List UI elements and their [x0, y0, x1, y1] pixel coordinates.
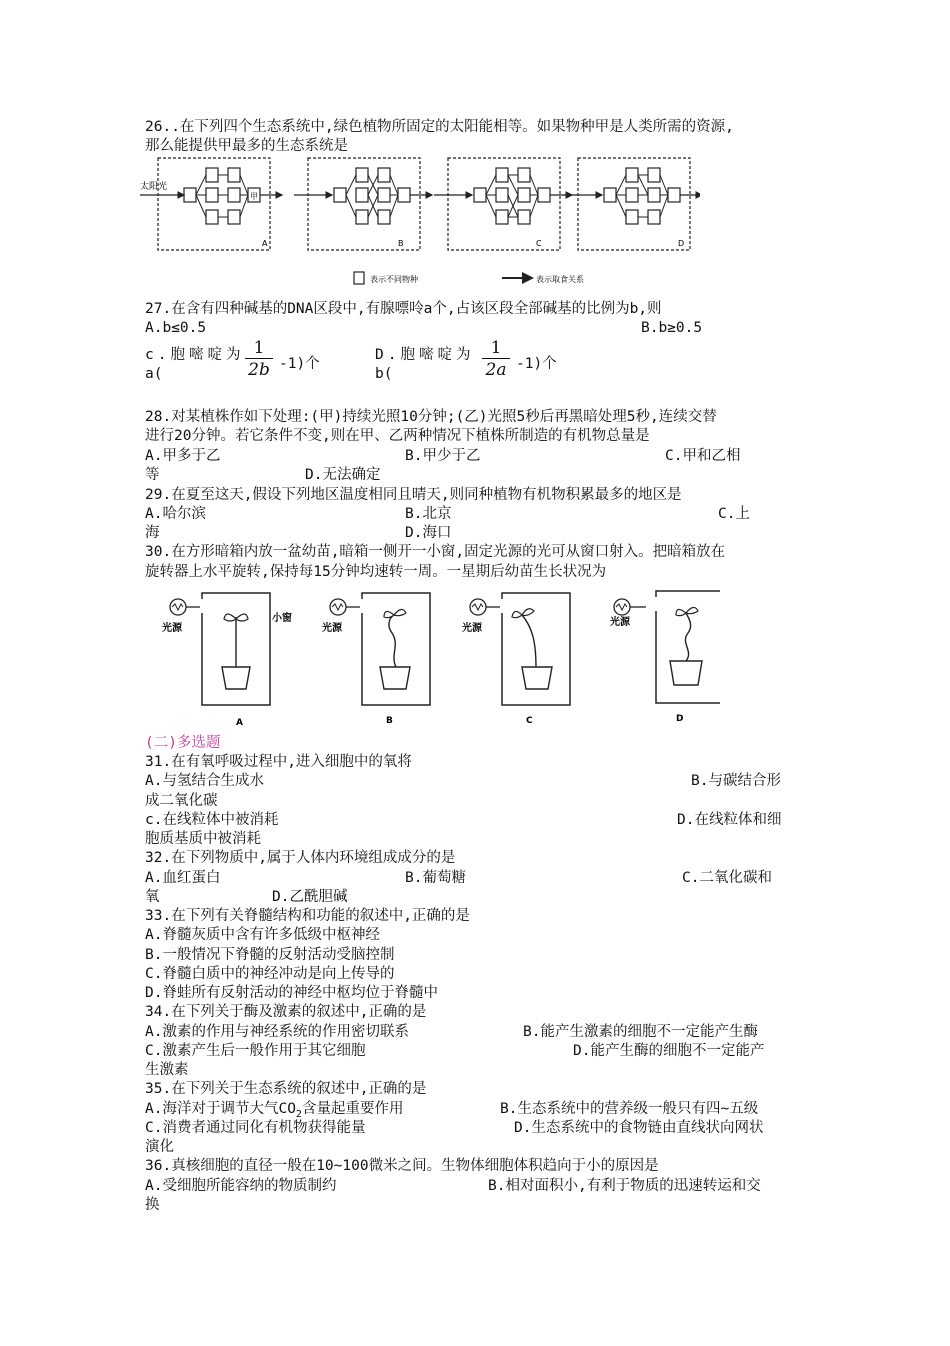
- q28-option-c-wrap: 等: [145, 467, 160, 483]
- q31-option-d-wrap: 胞质基质中被消耗: [145, 831, 261, 847]
- q30-panel-b: [322, 593, 430, 726]
- q30-panel-a-label: A: [236, 718, 243, 728]
- q26-jia-label: 甲: [250, 192, 258, 201]
- q31-option-a: A.与氢结合生成水: [145, 773, 264, 789]
- q30-seedling-figure: [160, 585, 720, 730]
- section-multiple-choice-heading: (二)多选题: [145, 735, 221, 751]
- q26-stem-line2: 那么能提供甲最多的生态系统是: [145, 138, 348, 154]
- q28-option-b: B.甲少于乙: [405, 448, 481, 464]
- q34-option-a: A.激素的作用与神经系统的作用密切联系: [145, 1024, 409, 1040]
- q33-option-c: C.脊髓白质中的神经冲动是向上传导的: [145, 966, 395, 982]
- q27-option-c-tail: -1)个: [279, 356, 320, 372]
- q28-option-a: A.甲多于乙: [145, 448, 221, 464]
- q27-option-c-denominator: 2b: [248, 360, 270, 380]
- q26-legend-box-label: 表示不同物种: [370, 275, 418, 284]
- q27-option-d-denominator: 2a: [485, 360, 507, 380]
- q26-stem-line1: 26..在下列四个生态系统中,绿色植物所固定的太阳能相等。如果物种甲是人类所需的资源,: [145, 119, 734, 135]
- q29-option-d: D.海口: [405, 525, 452, 541]
- q26-panel-d-label: D: [678, 239, 685, 248]
- q34-option-d: D.能产生酶的细胞不一定能产: [573, 1043, 765, 1059]
- q26-sun-label: 太阳光: [140, 182, 168, 192]
- q26-legend-box-icon: [354, 272, 364, 284]
- q36-option-b-wrap: 换: [145, 1197, 160, 1213]
- q27-option-d-numerator: 1: [490, 338, 502, 358]
- q32-option-c-wrap: 氧: [145, 889, 160, 905]
- q27-option-d-tail: -1)个: [516, 356, 557, 372]
- q30-light-label-b: 光源: [322, 623, 342, 634]
- q26-food-web-figure: [140, 150, 700, 290]
- q30-stem-line1: 30.在方形暗箱内放一盆幼苗,暗箱一侧开一小窗,固定光源的光可从窗口射入。把暗箱放在: [145, 544, 726, 560]
- q30-window-label: 小窗: [272, 613, 292, 624]
- q31-option-d: D.在线粒体和细: [677, 812, 782, 828]
- q28-stem-line1: 28.对某植株作如下处理:(甲)持续光照10分钟;(乙)光照5秒后再黑暗处理5秒,连续交替: [145, 409, 717, 425]
- q27-option-d-fraction: [482, 338, 510, 381]
- q30-panel-c: [462, 593, 570, 726]
- q27-option-d-label: D.胞嘧啶为: [375, 347, 475, 363]
- q27-option-c-numerator: 1: [253, 338, 265, 358]
- q27-option-b: B.b≥0.5: [641, 320, 703, 336]
- q26-panel-d: [564, 158, 700, 250]
- q33-stem: 33.在下列有关脊髓结构和功能的叙述中,正确的是: [145, 908, 470, 924]
- q30-panel-c-label: C: [526, 716, 533, 726]
- q30-panel-b-label: B: [386, 716, 393, 726]
- q30-panel-d-label: D: [676, 714, 684, 724]
- q32-option-d: D.乙酰胆碱: [272, 889, 348, 905]
- q30-panel-d: [610, 591, 720, 724]
- q31-option-c: c.在线粒体中被消耗: [145, 812, 279, 828]
- q29-option-a: A.哈尔滨: [145, 506, 206, 522]
- q33-option-a: A.脊髓灰质中含有许多低级中枢神经: [145, 927, 380, 943]
- q30-stem-line2: 旋转器上水平旋转,保持每15分钟均速转一周。一星期后幼苗生长状况为: [145, 564, 607, 580]
- q29-stem: 29.在夏至这天,假设下列地区温度相同且晴天,则同种植物有机物积累最多的地区是: [145, 487, 682, 503]
- q36-option-a: A.受细胞所能容纳的物质制约: [145, 1178, 337, 1194]
- q26-panel-a-label: A: [262, 239, 268, 248]
- q27-stem: 27.在含有四种碱基的DNA区段中,有腺嘌呤a个,占该区段全部碱基的比例为b,则: [145, 301, 662, 317]
- q27-option-d-prefix: b(: [375, 366, 393, 382]
- q31-stem: 31.在有氧呼吸过程中,进入细胞中的氧将: [145, 754, 412, 770]
- q33-option-b: B.一般情况下脊髓的反射活动受脑控制: [145, 947, 395, 963]
- q31-option-b: B.与碳结合形: [691, 773, 781, 789]
- q29-option-b: B.北京: [405, 506, 452, 522]
- q26-legend-arrow-label: 表示取食关系: [536, 275, 584, 284]
- q26-panel-c-label: C: [536, 239, 542, 248]
- q27-option-c-prefix: a(: [145, 366, 163, 382]
- q32-stem: 32.在下列物质中,属于人体内环境组成成分的是: [145, 850, 456, 866]
- q33-option-d: D.脊蛙所有反射活动的神经中枢均位于脊髓中: [145, 985, 438, 1001]
- q36-stem: 36.真核细胞的直径一般在10~100微米之间。生物体细胞体积趋向于小的原因是: [145, 1158, 659, 1174]
- q26-panel-b: [294, 158, 432, 250]
- q26-panel-a: [158, 158, 282, 250]
- q30-light-label-d: 光源: [610, 617, 630, 628]
- q32-option-c: C.二氧化碳和: [682, 870, 772, 886]
- q32-option-a: A.血红蛋白: [145, 870, 221, 886]
- q35-option-b: B.生态系统中的营养级一般只有四~五级: [500, 1101, 759, 1117]
- q26-panel-c: [434, 158, 572, 250]
- q29-option-c-wrap: 海: [145, 525, 160, 541]
- q30-panel-a: [162, 593, 292, 728]
- q27-option-c-fraction: [245, 338, 273, 381]
- q30-light-label-c: 光源: [462, 623, 482, 634]
- q28-option-c: C.甲和乙相: [665, 448, 741, 464]
- q36-option-b: B.相对面积小,有利于物质的迅速转运和交: [488, 1178, 761, 1194]
- q27-option-c-label: c.胞嘧啶为: [145, 347, 245, 363]
- q34-option-c: C.激素产生后一般作用于其它细胞: [145, 1043, 366, 1059]
- q35-option-d: D.生态系统中的食物链由直线状向网状: [514, 1120, 764, 1136]
- q35-stem: 35.在下列关于生态系统的叙述中,正确的是: [145, 1081, 427, 1097]
- q28-option-d: D.无法确定: [305, 467, 381, 483]
- q34-option-d-wrap: 生激素: [145, 1062, 189, 1078]
- q34-option-b: B.能产生激素的细胞不一定能产生酶: [523, 1024, 758, 1040]
- q28-stem-line2: 进行20分钟。若它条件不变,则在甲、乙两种情况下植株所制造的有机物总量是: [145, 428, 650, 444]
- q35-option-d-wrap: 演化: [145, 1139, 174, 1155]
- q31-option-b-wrap: 成二氧化碳: [145, 793, 218, 809]
- q32-option-b: B.葡萄糖: [405, 870, 466, 886]
- q29-option-c: C.上: [718, 506, 750, 522]
- q34-stem: 34.在下列关于酶及激素的叙述中,正确的是: [145, 1004, 427, 1020]
- q27-option-a: A.b≤0.5: [145, 320, 207, 336]
- q30-light-label-a: 光源: [162, 623, 182, 634]
- q35-option-c: C.消费者通过同化有机物获得能量: [145, 1120, 366, 1136]
- q35-option-a: A.海洋对于调节大气$CO_2$含量起重要作用: [145, 1101, 404, 1120]
- q26-panel-b-label: B: [398, 239, 404, 248]
